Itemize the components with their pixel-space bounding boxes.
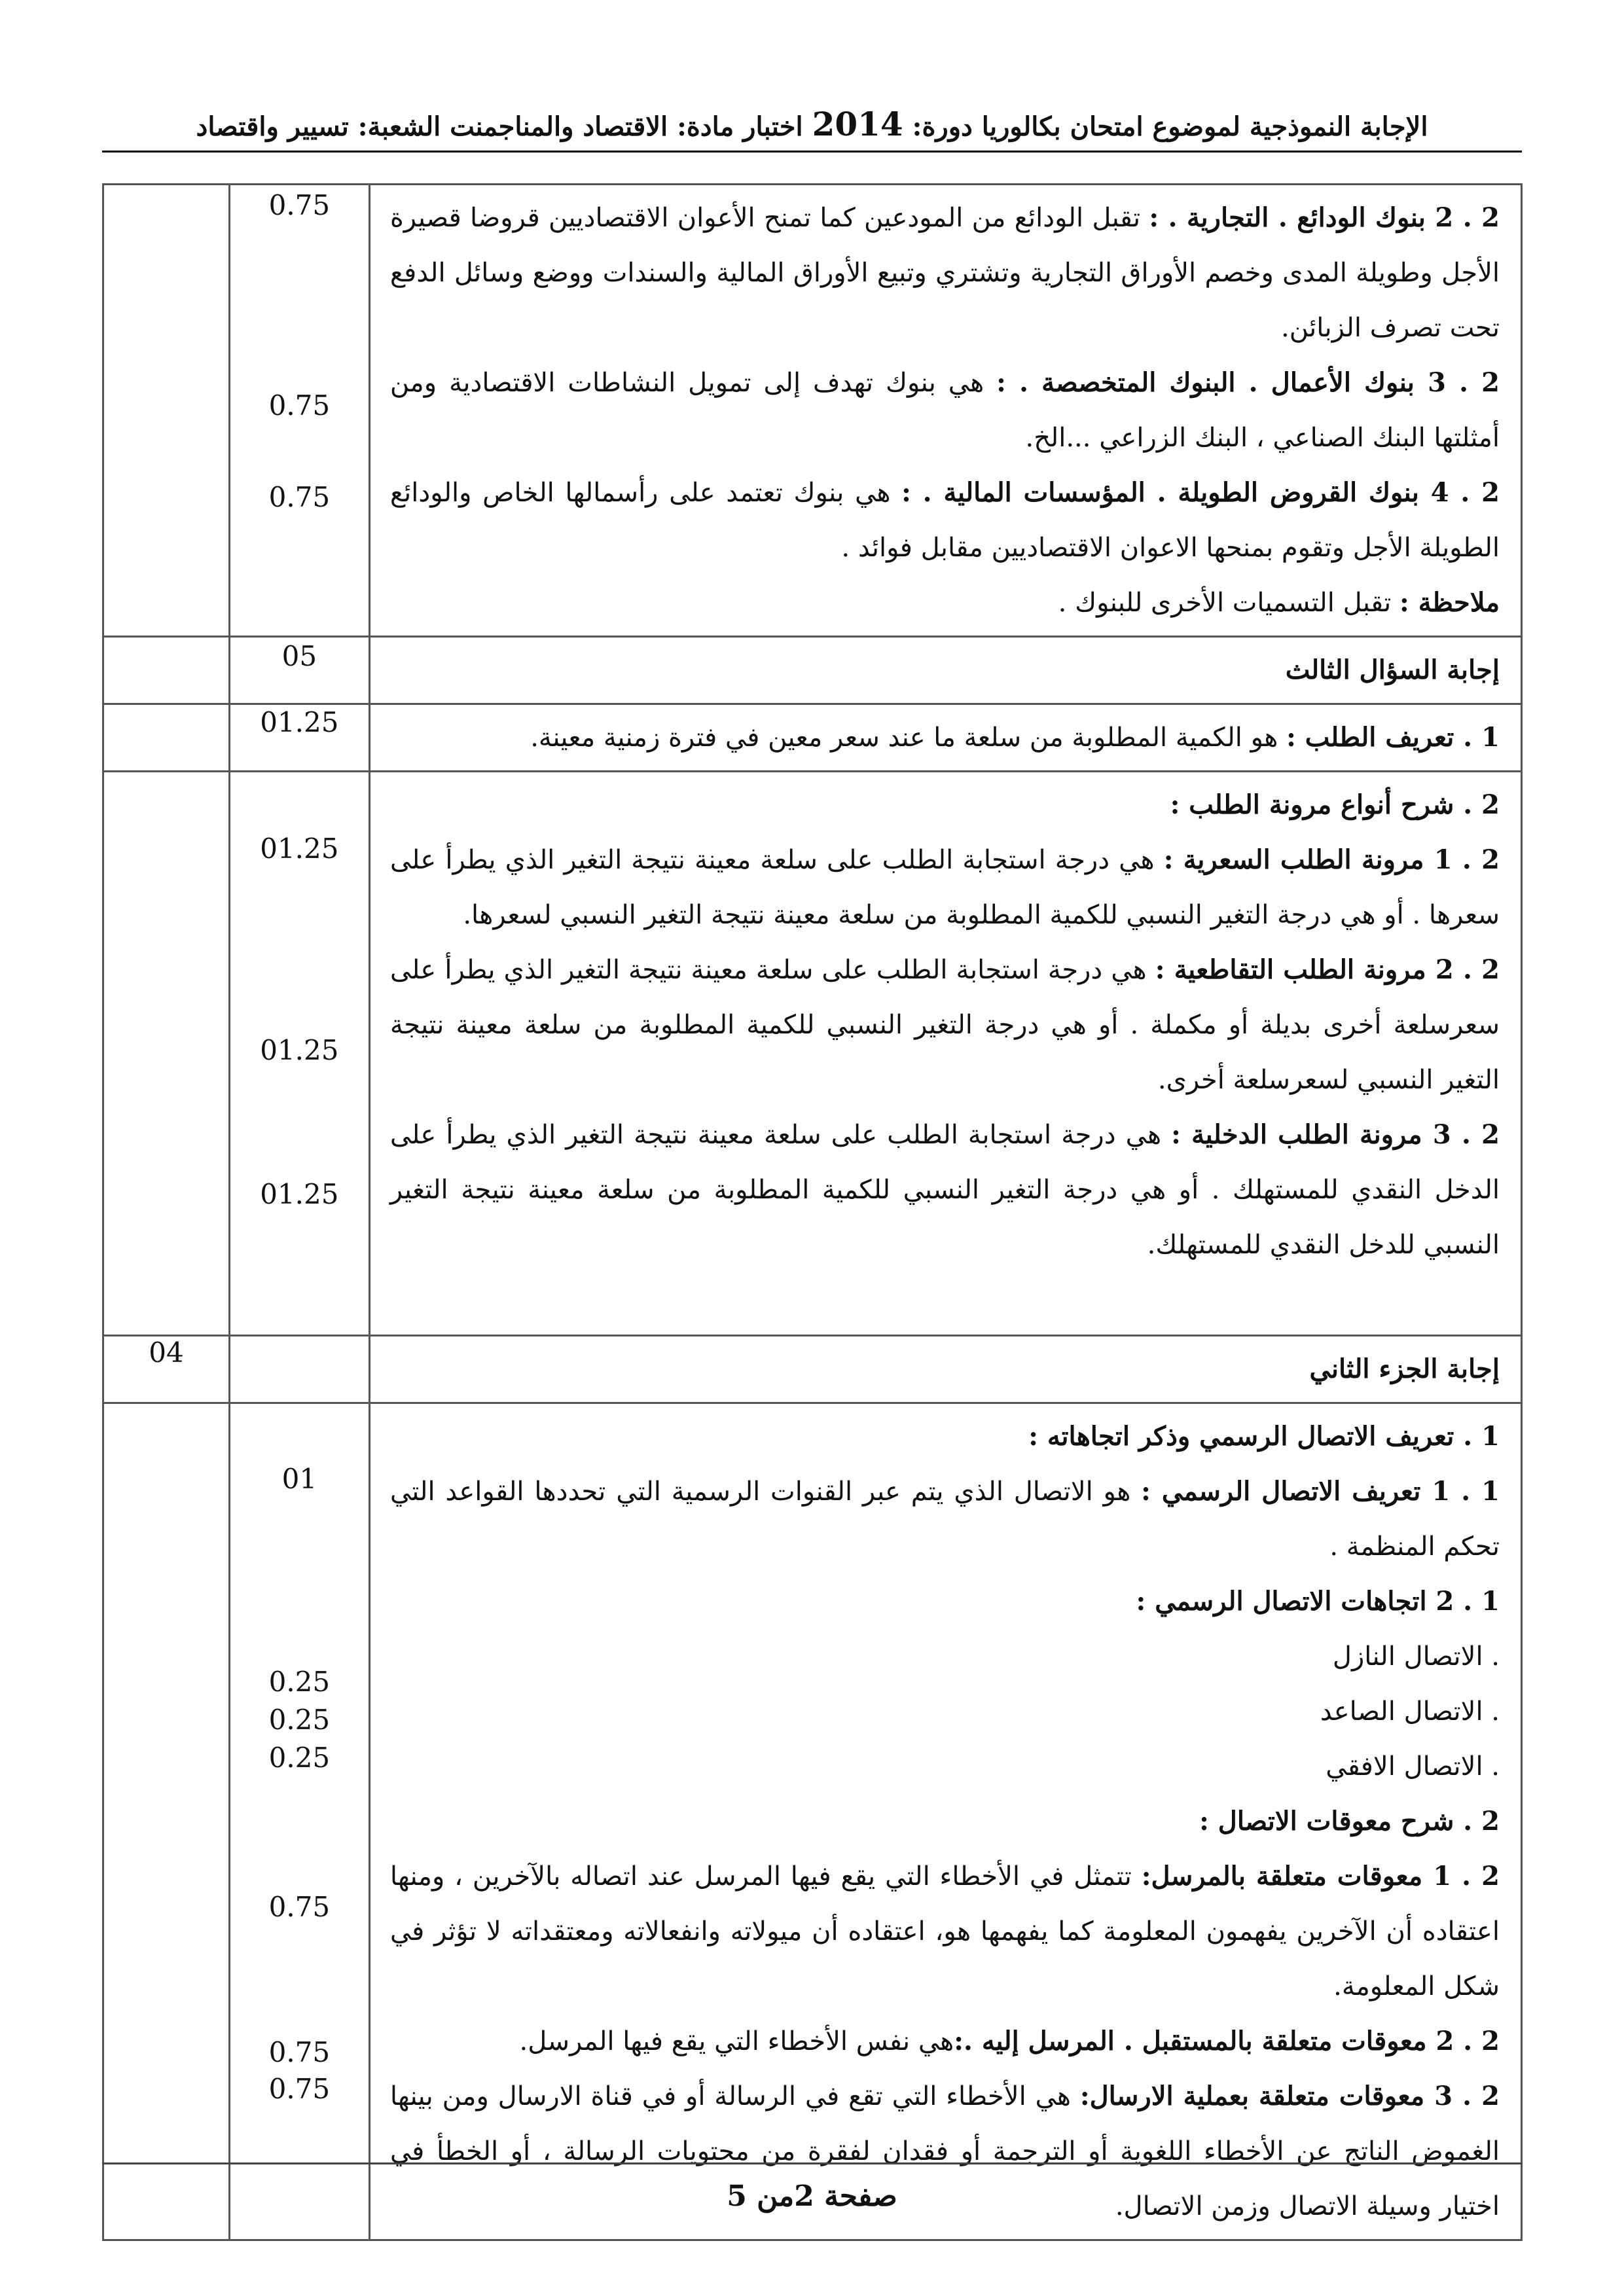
paragraph-title: 2 . 4 بنوك القروض الطويلة . المؤسسات المالية . : <box>901 477 1500 508</box>
total-score-cell <box>103 704 230 772</box>
page-footer <box>0 2179 1624 2213</box>
note-text: تقبل التسميات الأخرى للبنوك . <box>1058 588 1400 618</box>
content-cell <box>369 185 1521 637</box>
section-heading-text: إجابة الجزء الثاني <box>1309 1354 1500 1384</box>
paragraph-text: هي الأخطاء التي تقع في الرسالة أو في قناة الارسال ومن بينها الغموض الناتج عن الأخطاء اللغوية أو الترجمة أو فقدان لفقرة من محتويات الرسالة ، أو الخطأ في اختيار وسيلة الاتصال وزمن الاتصال. <box>389 2081 1500 2221</box>
paragraph-title: 2 . 3 بنوك الأعمال . البنوك المتخصصة . : <box>996 367 1500 398</box>
content-cell <box>369 704 1521 772</box>
paragraph-title: 2 . 2 بنوك الودائع . التجارية . : <box>1149 202 1500 233</box>
total-score-cell <box>103 1403 230 2240</box>
paragraph-title: 1 . تعريف الطلب : <box>1286 722 1500 753</box>
total-score-cell <box>103 185 230 637</box>
footer-label: صفحة <box>824 2179 897 2213</box>
paragraph-text: هي درجة استجابة الطلب على سلعة معينة نتيجة التغير الذي يطرأ على الدخل النقدي للمستهلك . أو هي درجة التغير النسبي للكمية المطلوبة من سلعة معينة نتيجة التغير النسبي للدخل النقدي للمستهلك. <box>389 1120 1500 1260</box>
sub-score-cell <box>229 1336 369 1403</box>
header-year: 2014 <box>812 105 903 143</box>
score-value: 0.75 <box>268 2073 331 2105</box>
paragraph-text: هي بنوك تهدف إلى تمويل النشاطات الاقتصادية ومن أمثلتها البنك الصناعي ، البنك الزراعي ...الخ. <box>389 368 1500 453</box>
score-value: 01.25 <box>260 1178 339 1210</box>
table-row <box>103 704 1522 772</box>
paragraph-text: هي درجة استجابة الطلب على سلعة معينة نتيجة التغير الذي يطرأ على سعرها . أو هي درجة التغير النسبي للكمية المطلوبة من سلعة معينة نتيجة التغير النسبي لسعرها. <box>389 845 1500 930</box>
table-row <box>103 185 1522 637</box>
table-row <box>103 1403 1522 2240</box>
score-value: 0.75 <box>268 189 331 221</box>
table-row <box>103 1336 1522 1403</box>
paragraph-title: 2 . 1 معوقات متعلقة بالمرسل: <box>1141 1861 1500 1892</box>
table-row <box>103 772 1522 1336</box>
paragraph-text: هي بنوك تعتمد على رأسمالها الخاص والودائع الطويلة الأجل وتقوم بمنحها الاعوان الاقتصاديين مقابل فوائد . <box>389 478 1500 563</box>
paragraph-text: تقبل الودائع من المودعين كما تمنح الأعوان الاقتصاديين قروضا قصيرة الأجل وطويلة المدى وخصم الأوراق التجارية وتشتري وتبيع الأوراق المالية والسندات ووضع وسائل الدفع تحت تصرف الزبائن. <box>389 203 1500 343</box>
paragraph-text: هي درجة استجابة الطلب على سلعة معينة نتيجة التغير الذي يطرأ على سعرسلعة أخرى بديلة أو مكملة . أو هي درجة التغير النسبي للكمية المطلوبة من سلعة معينة نتيجة التغير النسبي لسعرسلعة أخرى. <box>389 955 1500 1095</box>
paragraph-title: 2 . 2 مرونة الطلب التقاطعية : <box>1155 954 1500 985</box>
total-score-cell <box>103 1336 230 1403</box>
answer-table <box>102 183 1523 2241</box>
list-item: . الاتصال النازل <box>1332 1641 1500 1672</box>
list-item: . الاتصال الصاعد <box>1320 1696 1500 1727</box>
paragraph-text: تتمثل في الأخطاء التي يقع فيها المرسل عند اتصاله بالآخرين ، ومنها اعتقاده أن الآخرين يفهمون المعلومة كما يفهمها هو، اعتقاده أن ميولاته وانفعالاته ومعتقداته لا تؤثر في شكل المعلومة. <box>389 1861 1500 2001</box>
list-item: . الاتصال الافقي <box>1326 1751 1500 1782</box>
content-cell <box>369 1403 1521 2240</box>
total-score-cell <box>103 772 230 1336</box>
sub-heading: 1 . تعريف الاتصال الرسمي وذكر اتجاهاته : <box>1028 1421 1500 1452</box>
header-title-end: اختبار مادة: الاقتصاد والمناجمنت الشعبة: تسيير واقتصاد <box>196 111 803 142</box>
sub-heading: 1 . 2 اتجاهات الاتصال الرسمي : <box>1136 1586 1500 1617</box>
score-value: 01.25 <box>260 706 339 738</box>
paragraph-title: 2 . 1 مرونة الطلب السعرية : <box>1163 844 1500 875</box>
table-row <box>103 637 1522 704</box>
score-value: 01.25 <box>260 1034 339 1066</box>
sub-heading: 2 . شرح معوقات الاتصال : <box>1199 1806 1500 1837</box>
paragraph-text: هو الاتصال الذي يتم عبر القنوات الرسمية التي تحددها القواعد التي تحكم المنظمة . <box>389 1477 1500 1562</box>
score-value: 0.75 <box>268 2036 331 2068</box>
footer-page-number: 2 <box>794 2179 814 2213</box>
paragraph-text: هي نفس الأخطاء التي يقع فيها المرسل. <box>519 2026 954 2056</box>
sub-score-cell <box>229 704 369 772</box>
sub-score-cell <box>229 185 369 637</box>
sub-score-cell <box>229 772 369 1336</box>
paragraph-text: هو الكمية المطلوبة من سلعة ما عند سعر معين في فترة زمنية معينة. <box>530 723 1287 753</box>
note-title: ملاحظة : <box>1399 587 1500 618</box>
section-heading <box>369 1336 1521 1403</box>
section-heading-text: إجابة السؤال الثالث <box>1285 655 1500 685</box>
paragraph-title: 2 . 3 معوقات متعلقة بعملية الارسال: <box>1079 2081 1500 2111</box>
header-title-start: الإجابة النموذجية لموضوع امتحان بكالوريا دورة: <box>912 111 1428 142</box>
footer-divider <box>102 2162 1523 2164</box>
score-value: 0.25 <box>268 1742 331 1774</box>
footer-total-pages: 5 <box>727 2179 747 2213</box>
sub-score-cell <box>229 1403 369 2240</box>
score-value: 0.75 <box>268 389 331 422</box>
sub-heading: 2 . شرح أنواع مرونة الطلب : <box>1170 789 1500 820</box>
paragraph-title: 2 . 2 معوقات متعلقة بالمستقبل . المرسل إليه .: <box>954 2026 1500 2056</box>
score-value: 04 <box>149 1336 184 1369</box>
score-value: 01 <box>281 1463 317 1495</box>
footer-of: من <box>757 2179 795 2213</box>
page-header <box>102 98 1522 152</box>
score-value: 05 <box>281 640 317 672</box>
section-heading <box>369 637 1521 704</box>
score-value: 0.25 <box>268 1666 331 1698</box>
sub-score-cell <box>229 637 369 704</box>
score-value: 0.75 <box>268 1891 331 1923</box>
score-value: 0.25 <box>268 1704 331 1736</box>
content-cell <box>369 772 1521 1336</box>
paragraph-title: 2 . 3 مرونة الطلب الدخلية : <box>1171 1119 1500 1150</box>
score-value: 0.75 <box>268 481 331 513</box>
paragraph-title: 1 . 1 تعريف الاتصال الرسمي : <box>1141 1476 1500 1507</box>
score-value: 01.25 <box>260 833 339 865</box>
total-score-cell <box>103 637 230 704</box>
